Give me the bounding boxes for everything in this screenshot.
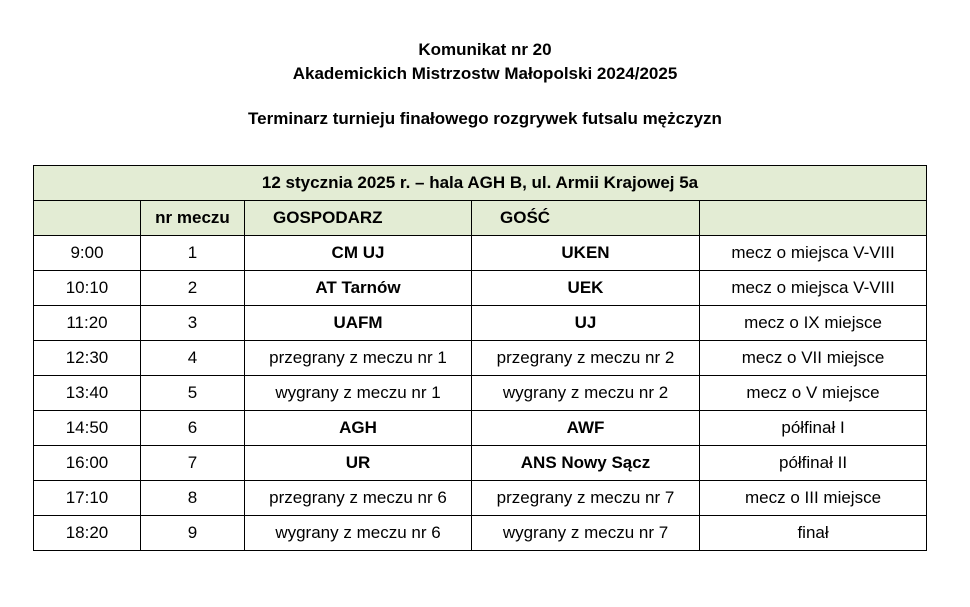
match-time-cell: 10:10 [34, 271, 141, 306]
home-column-header: GOSPODARZ [245, 201, 472, 236]
match-time-cell: 14:50 [34, 411, 141, 446]
schedule-table [33, 165, 927, 551]
banner-row [34, 166, 927, 201]
match-number-cell: 2 [141, 271, 245, 306]
match-note-cell: mecz o V miejsce [700, 376, 927, 411]
match-number-column-header: nr meczu [141, 201, 245, 236]
match-note-cell: półfinał I [700, 411, 927, 446]
table-row [34, 236, 927, 271]
table-row [34, 446, 927, 481]
match-note-cell: mecz o IX miejsce [700, 306, 927, 341]
away-team-cell: przegrany z meczu nr 2 [472, 341, 700, 376]
home-team-cell: przegrany z meczu nr 6 [245, 481, 472, 516]
time-column-header [34, 201, 141, 236]
away-team-cell: ANS Nowy Sącz [472, 446, 700, 481]
table-row [34, 376, 927, 411]
date-venue-banner: 12 stycznia 2025 r. – hala AGH B, ul. Armii Krajowej 5a [34, 166, 927, 201]
note-column-header [700, 201, 927, 236]
match-time-cell: 18:20 [34, 516, 141, 551]
match-time-cell: 13:40 [34, 376, 141, 411]
home-team-cell: przegrany z meczu nr 1 [245, 341, 472, 376]
match-number-cell: 8 [141, 481, 245, 516]
away-team-cell: przegrany z meczu nr 7 [472, 481, 700, 516]
table-row [34, 481, 927, 516]
match-time-cell: 9:00 [34, 236, 141, 271]
match-time-cell: 16:00 [34, 446, 141, 481]
away-column-header: GOŚĆ [472, 201, 700, 236]
match-note-cell: półfinał II [700, 446, 927, 481]
away-team-cell: AWF [472, 411, 700, 446]
home-team-cell: UR [245, 446, 472, 481]
away-team-cell: UKEN [472, 236, 700, 271]
home-team-cell: AGH [245, 411, 472, 446]
match-number-cell: 9 [141, 516, 245, 551]
home-team-cell: CM UJ [245, 236, 472, 271]
match-number-cell: 5 [141, 376, 245, 411]
document-header [0, 38, 970, 131]
table-row [34, 411, 927, 446]
home-team-cell: UAFM [245, 306, 472, 341]
match-note-cell: mecz o miejsca V-VIII [700, 271, 927, 306]
championship-title: Akademickich Mistrzostw Małopolski 2024/2025 [292, 64, 678, 83]
away-team-cell: wygrany z meczu nr 2 [472, 376, 700, 411]
match-number-cell: 1 [141, 236, 245, 271]
home-team-cell: AT Tarnów [245, 271, 472, 306]
away-team-cell: wygrany z meczu nr 7 [472, 516, 700, 551]
away-team-cell: UEK [472, 271, 700, 306]
table-row [34, 341, 927, 376]
column-header-row [34, 201, 927, 236]
match-note-cell: finał [700, 516, 927, 551]
match-note-cell: mecz o VII miejsce [700, 341, 927, 376]
announcement-number: Komunikat nr 20 [418, 40, 552, 59]
schedule-body [34, 236, 927, 551]
table-row [34, 516, 927, 551]
match-time-cell: 11:20 [34, 306, 141, 341]
home-team-cell: wygrany z meczu nr 1 [245, 376, 472, 411]
match-number-cell: 3 [141, 306, 245, 341]
match-note-cell: mecz o miejsca V-VIII [700, 236, 927, 271]
table-row [34, 306, 927, 341]
home-team-cell: wygrany z meczu nr 6 [245, 516, 472, 551]
match-number-cell: 7 [141, 446, 245, 481]
schedule-subtitle: Terminarz turnieju finałowego rozgrywek futsalu mężczyzn [248, 109, 722, 128]
match-time-cell: 12:30 [34, 341, 141, 376]
away-team-cell: UJ [472, 306, 700, 341]
match-time-cell: 17:10 [34, 481, 141, 516]
match-number-cell: 6 [141, 411, 245, 446]
table-row [34, 271, 927, 306]
match-number-cell: 4 [141, 341, 245, 376]
match-note-cell: mecz o III miejsce [700, 481, 927, 516]
